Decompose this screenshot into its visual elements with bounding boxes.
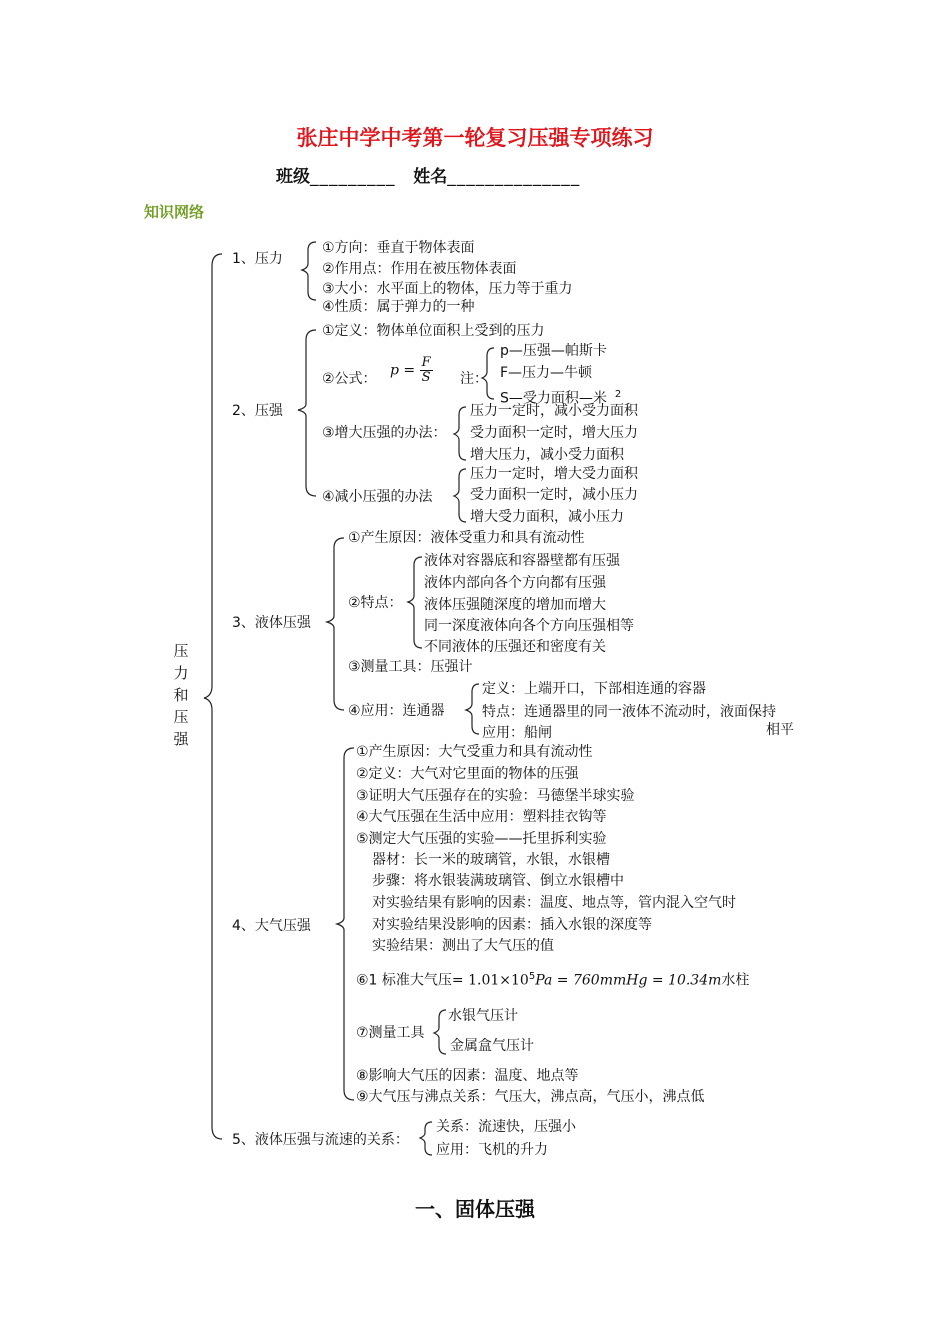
application-label: ④应用：连通器 xyxy=(348,703,445,719)
note-item: S—受力面积—米 $^2$ xyxy=(500,389,622,407)
note-item: p—压强—帕斯卡 xyxy=(500,343,607,359)
branch3-label: 3、液体压强 xyxy=(232,615,311,631)
standard-suffix: 水柱 xyxy=(721,972,750,989)
formula-lhs: p = xyxy=(390,362,416,379)
decrease-item: 压力一定时，增大受力面积 xyxy=(470,466,638,482)
application-brace xyxy=(466,684,479,734)
pressure-definition: ①定义：物体单位面积上受到的压力 xyxy=(322,323,545,339)
decrease-item: 增大受力面积，减小压力 xyxy=(470,509,624,525)
branch2-label: 2、压强 xyxy=(232,403,283,419)
branch3-brace xyxy=(327,538,344,710)
standard-prefix: ⑥1 标准大气压 xyxy=(356,972,452,989)
atmos-item: ③证明大气压强存在的实验：马德堡半球实验 xyxy=(356,788,635,804)
formula-fraction xyxy=(420,356,433,385)
tool-item: 金属盒气压计 xyxy=(450,1038,534,1054)
feature-item: 同一深度液体向各个方向压强相等 xyxy=(424,618,634,634)
increase-item: 受力面积一定时，增大压力 xyxy=(470,425,638,441)
branch4-brace xyxy=(337,748,354,1100)
branch4-label: 4、大气压强 xyxy=(232,918,311,934)
flow-item: 应用：飞机的升力 xyxy=(436,1142,548,1158)
branch1-item: ④性质：属于弹力的一种 xyxy=(322,299,475,315)
branch1-brace xyxy=(302,242,316,300)
formula-numerator: F xyxy=(421,355,431,370)
atmos-item: ②定义：大气对它里面的物体的压强 xyxy=(356,766,579,782)
increase-item: 压力一定时，减小受力面积 xyxy=(470,403,638,419)
flow-item: 关系：流速快，压强小 xyxy=(436,1119,576,1135)
tools-brace xyxy=(434,1010,446,1054)
atmos-item: ①产生原因：大气受重力和具有流动性 xyxy=(356,744,593,760)
experiment-item: 对实验结果没影响的因素：插入水银的深度等 xyxy=(372,917,652,933)
application-item: 特点：连通器里的同一液体不流动时，液面保持 xyxy=(482,704,776,720)
standard-exponent: 5 xyxy=(528,971,536,982)
name-label: 姓名 xyxy=(413,167,448,187)
pressure-formula xyxy=(390,356,433,385)
branch1-item: ①方向：垂直于物体表面 xyxy=(322,240,475,256)
class-label: 班级 xyxy=(276,167,310,187)
branch1-item: ②作用点：作用在被压物体表面 xyxy=(322,261,517,277)
features-brace xyxy=(408,557,422,648)
formula-denominator: S xyxy=(421,370,431,385)
section-title: 知识网络 xyxy=(144,203,205,221)
increase-label: ③增大压强的办法： xyxy=(322,425,447,441)
tool-label: ⑦测量工具 xyxy=(356,1025,425,1041)
decrease-label: ④减小压强的办法 xyxy=(322,489,433,505)
standard-rest: Pa = 760mmHg = 10.34m xyxy=(535,972,722,989)
class-blank: _________ xyxy=(310,167,396,187)
feature-item: 液体内部向各个方向都有压强 xyxy=(424,575,606,591)
atmos-item: ⑤测定大气压强的实验——托里拆利实验 xyxy=(356,831,607,847)
features-label: ②特点： xyxy=(348,595,403,611)
note-item: F—压力—牛顿 xyxy=(500,365,593,381)
branch2-brace xyxy=(298,330,316,496)
atmos-factors: ⑧影响大气压的因素：温度、地点等 xyxy=(356,1068,579,1084)
application-item: 定义：上端开口，下部相连通的容器 xyxy=(482,681,706,697)
decrease-brace xyxy=(454,469,466,522)
atmos-boiling: ⑨大气压与沸点关系：气压大，沸点高，气压小，沸点低 xyxy=(356,1089,705,1105)
document-title: 张庄中学中考第一轮复习压强专项练习 xyxy=(296,126,654,150)
part-heading: 一、固体压强 xyxy=(415,1197,535,1221)
decrease-item: 受力面积一定时，减小压力 xyxy=(470,487,638,503)
tool-item: 水银气压计 xyxy=(448,1008,518,1024)
root-brace xyxy=(204,254,222,1139)
formula-label: ②公式： xyxy=(322,371,377,387)
application-wrap: 相平 xyxy=(766,722,794,738)
branch1-item: ③大小：水平面上的物体，压力等于重力 xyxy=(322,281,573,297)
note-label: 注： xyxy=(460,371,488,387)
note-superscript: 2 xyxy=(614,389,622,400)
application-item: 应用：船闸 xyxy=(482,725,552,741)
name-blank: ______________ xyxy=(447,167,581,187)
liquid-tool: ③测量工具：压强计 xyxy=(348,659,473,675)
branch1-label: 1、压力 xyxy=(232,251,283,267)
atmos-item: ④大气压强在生活中应用：塑料挂衣钩等 xyxy=(356,809,607,825)
experiment-item: 实验结果：测出了大气压的值 xyxy=(372,938,554,954)
increase-item: 增大压力，减小受力面积 xyxy=(470,447,624,463)
feature-item: 不同液体的压强还和密度有关 xyxy=(424,639,606,655)
experiment-item: 步骤：将水银装满玻璃管、倒立水银槽中 xyxy=(372,873,624,889)
standard-pressure xyxy=(356,968,749,990)
root-label: 压力和压强 xyxy=(173,642,189,748)
increase-brace xyxy=(454,407,466,460)
standard-formula: = 1.01×10 xyxy=(451,972,529,989)
branch5-label: 5、液体压强与流速的关系： xyxy=(232,1132,409,1148)
experiment-item: 对实验结果有影响的因素：温度、地点等，管内混入空气时 xyxy=(372,895,736,911)
feature-item: 液体对容器底和容器壁都有压强 xyxy=(424,553,620,569)
branch5-brace xyxy=(420,1122,432,1155)
feature-item: 液体压强随深度的增加而增大 xyxy=(424,597,606,613)
experiment-item: 器材：长一米的玻璃管，水银，水银槽 xyxy=(372,852,610,868)
liquid-cause: ①产生原因：液体受重力和具有流动性 xyxy=(348,530,585,546)
